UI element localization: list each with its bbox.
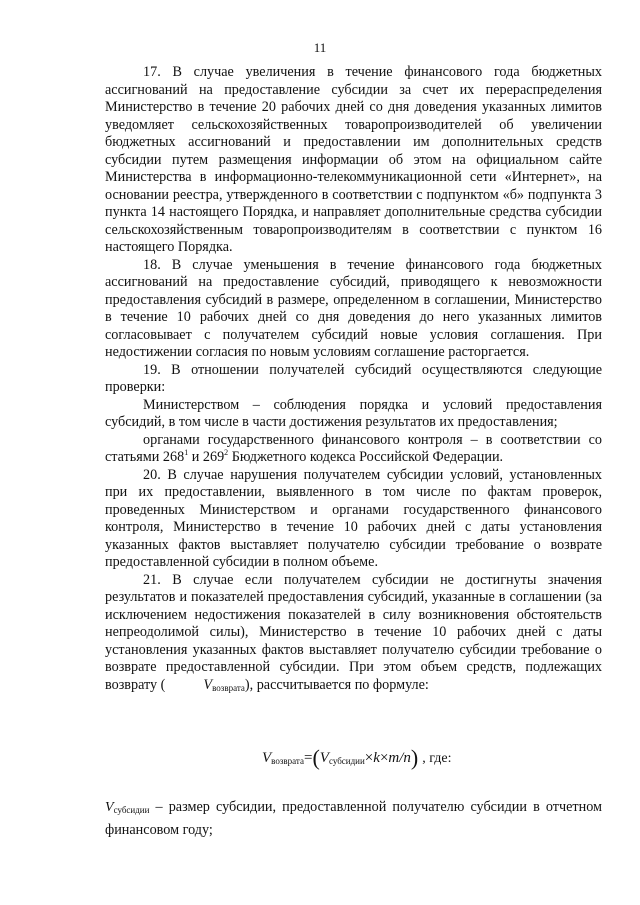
paragraph-18: 18. В случае уменьшения в течение финансового года бюджетных ассигнований на предоставление субсидий, приводящего к невозможности предоставления субсидий в размере, определенном в соглашении, Министерство в течение 10 рабочих дней со дня доведения до него указанных лимитов согласовывает с получателем субсидий новые условия соглашения. При недостижении согласия по новым условиям соглашение расторгается. — [105, 256, 602, 360]
formula-times-2: × — [379, 750, 389, 766]
paragraph-21-text-end: ), рассчитывается по формуле: — [244, 676, 429, 693]
formula-equals: = — [303, 750, 313, 766]
paragraph-19-control-bodies — [105, 432, 602, 467]
definition-var-v: V — [105, 800, 114, 815]
formula-sub-return: возврата — [271, 756, 304, 766]
paragraph-19-ministry: Министерством – соблюдения порядка и условий предоставления субсидий, в том числе в части достижения результатов их предоставления; — [105, 396, 602, 430]
formula-m: m — [388, 750, 400, 766]
formula-v-subsidy: V — [319, 750, 329, 766]
page-number: 11 — [313, 40, 327, 55]
formula-slash: / — [399, 750, 404, 766]
formula-k: k — [373, 750, 380, 766]
definition-var-sub: субсидии — [113, 805, 150, 815]
article-superscript-2: 2 — [224, 448, 229, 457]
definition-text: – размер субсидии, предоставленной получателю субсидии в отчетном финансовом году; — [105, 799, 602, 838]
subsidy-definition — [105, 797, 602, 840]
inline-variable-v-return — [165, 677, 244, 698]
formula-sub-subsidy: субсидии — [328, 756, 365, 766]
paragraph-19: 19. В отношении получателей субсидий осуществляются следующие проверки: — [105, 361, 602, 395]
document-body — [105, 64, 602, 697]
inline-var-v: V — [203, 676, 213, 693]
formula-n: n — [403, 750, 411, 766]
paragraph-17: 17. В случае увеличения в течение финансового года бюджетных ассигнований на предоставление субсидии за счет их перераспределения Министерство в течение 20 рабочих дней со дня доведения указанных лимитов уведомляет сельскохозяйственных товаропроизводителей об увеличении бюджетных ассигнований и предоставлении им дополнительных средств субсидии путем размещения информации об этом на официальном сайте Министерства в информационно-телекоммуникационной сети «Интернет», на основании реестра, утвержденного в соответствии с подпунктом «б» подпункта 3 пункта 14 настоящего Порядка, и направляет дополнительные средства субсидии сельскохозяйственным товаропроизводителям в соответствии с пунктом 16 настоящего Порядка. — [105, 64, 602, 255]
inline-var-sub-return: возврата — [212, 682, 245, 693]
formula-times-1: × — [364, 750, 374, 766]
formula-close-paren: ) — [410, 745, 419, 770]
formula-v-return: V — [262, 750, 272, 766]
formula-where-text: , где: — [422, 751, 452, 766]
control-bodies-text-start: органами государственного финансового контроля – в соответствии со статьями 268 — [105, 431, 602, 465]
article-superscript-1: 1 — [184, 448, 189, 457]
paragraph-21-text-start: 21. В случае если получателем субсидии не достигнуты значения результатов и показателей предоставления субсидий, указанные в соглашении (за исключением недостижения показателей в силу возникновения обстоятельств непреодолимой силы), Министерство в течение 10 рабочих дней с даты установления указанных фактов выставляет получателю субсидии требование о возврате предоставленной субсидии. При этом объем средств, подлежащих возврату ( — [105, 571, 602, 693]
control-bodies-text-mid: и 269 — [188, 449, 225, 465]
paragraph-21 — [105, 572, 602, 698]
paragraph-20: 20. В случае нарушения получателем субсидии условий, установленных при их предоставлении, выявленного в том числе по фактам проверок, проведенных Министерством и органами государственного финансового контроля, Министерство в течение 10 рабочих дней с даты установления указанных фактов выставляет получателю субсидии требование о возврате предоставленной субсидии в полном объеме. — [105, 466, 602, 570]
control-bodies-text-end: Бюджетного кодекса Российской Федерации. — [228, 449, 504, 465]
formula-open-paren: ( — [312, 745, 320, 770]
return-formula — [262, 745, 452, 771]
